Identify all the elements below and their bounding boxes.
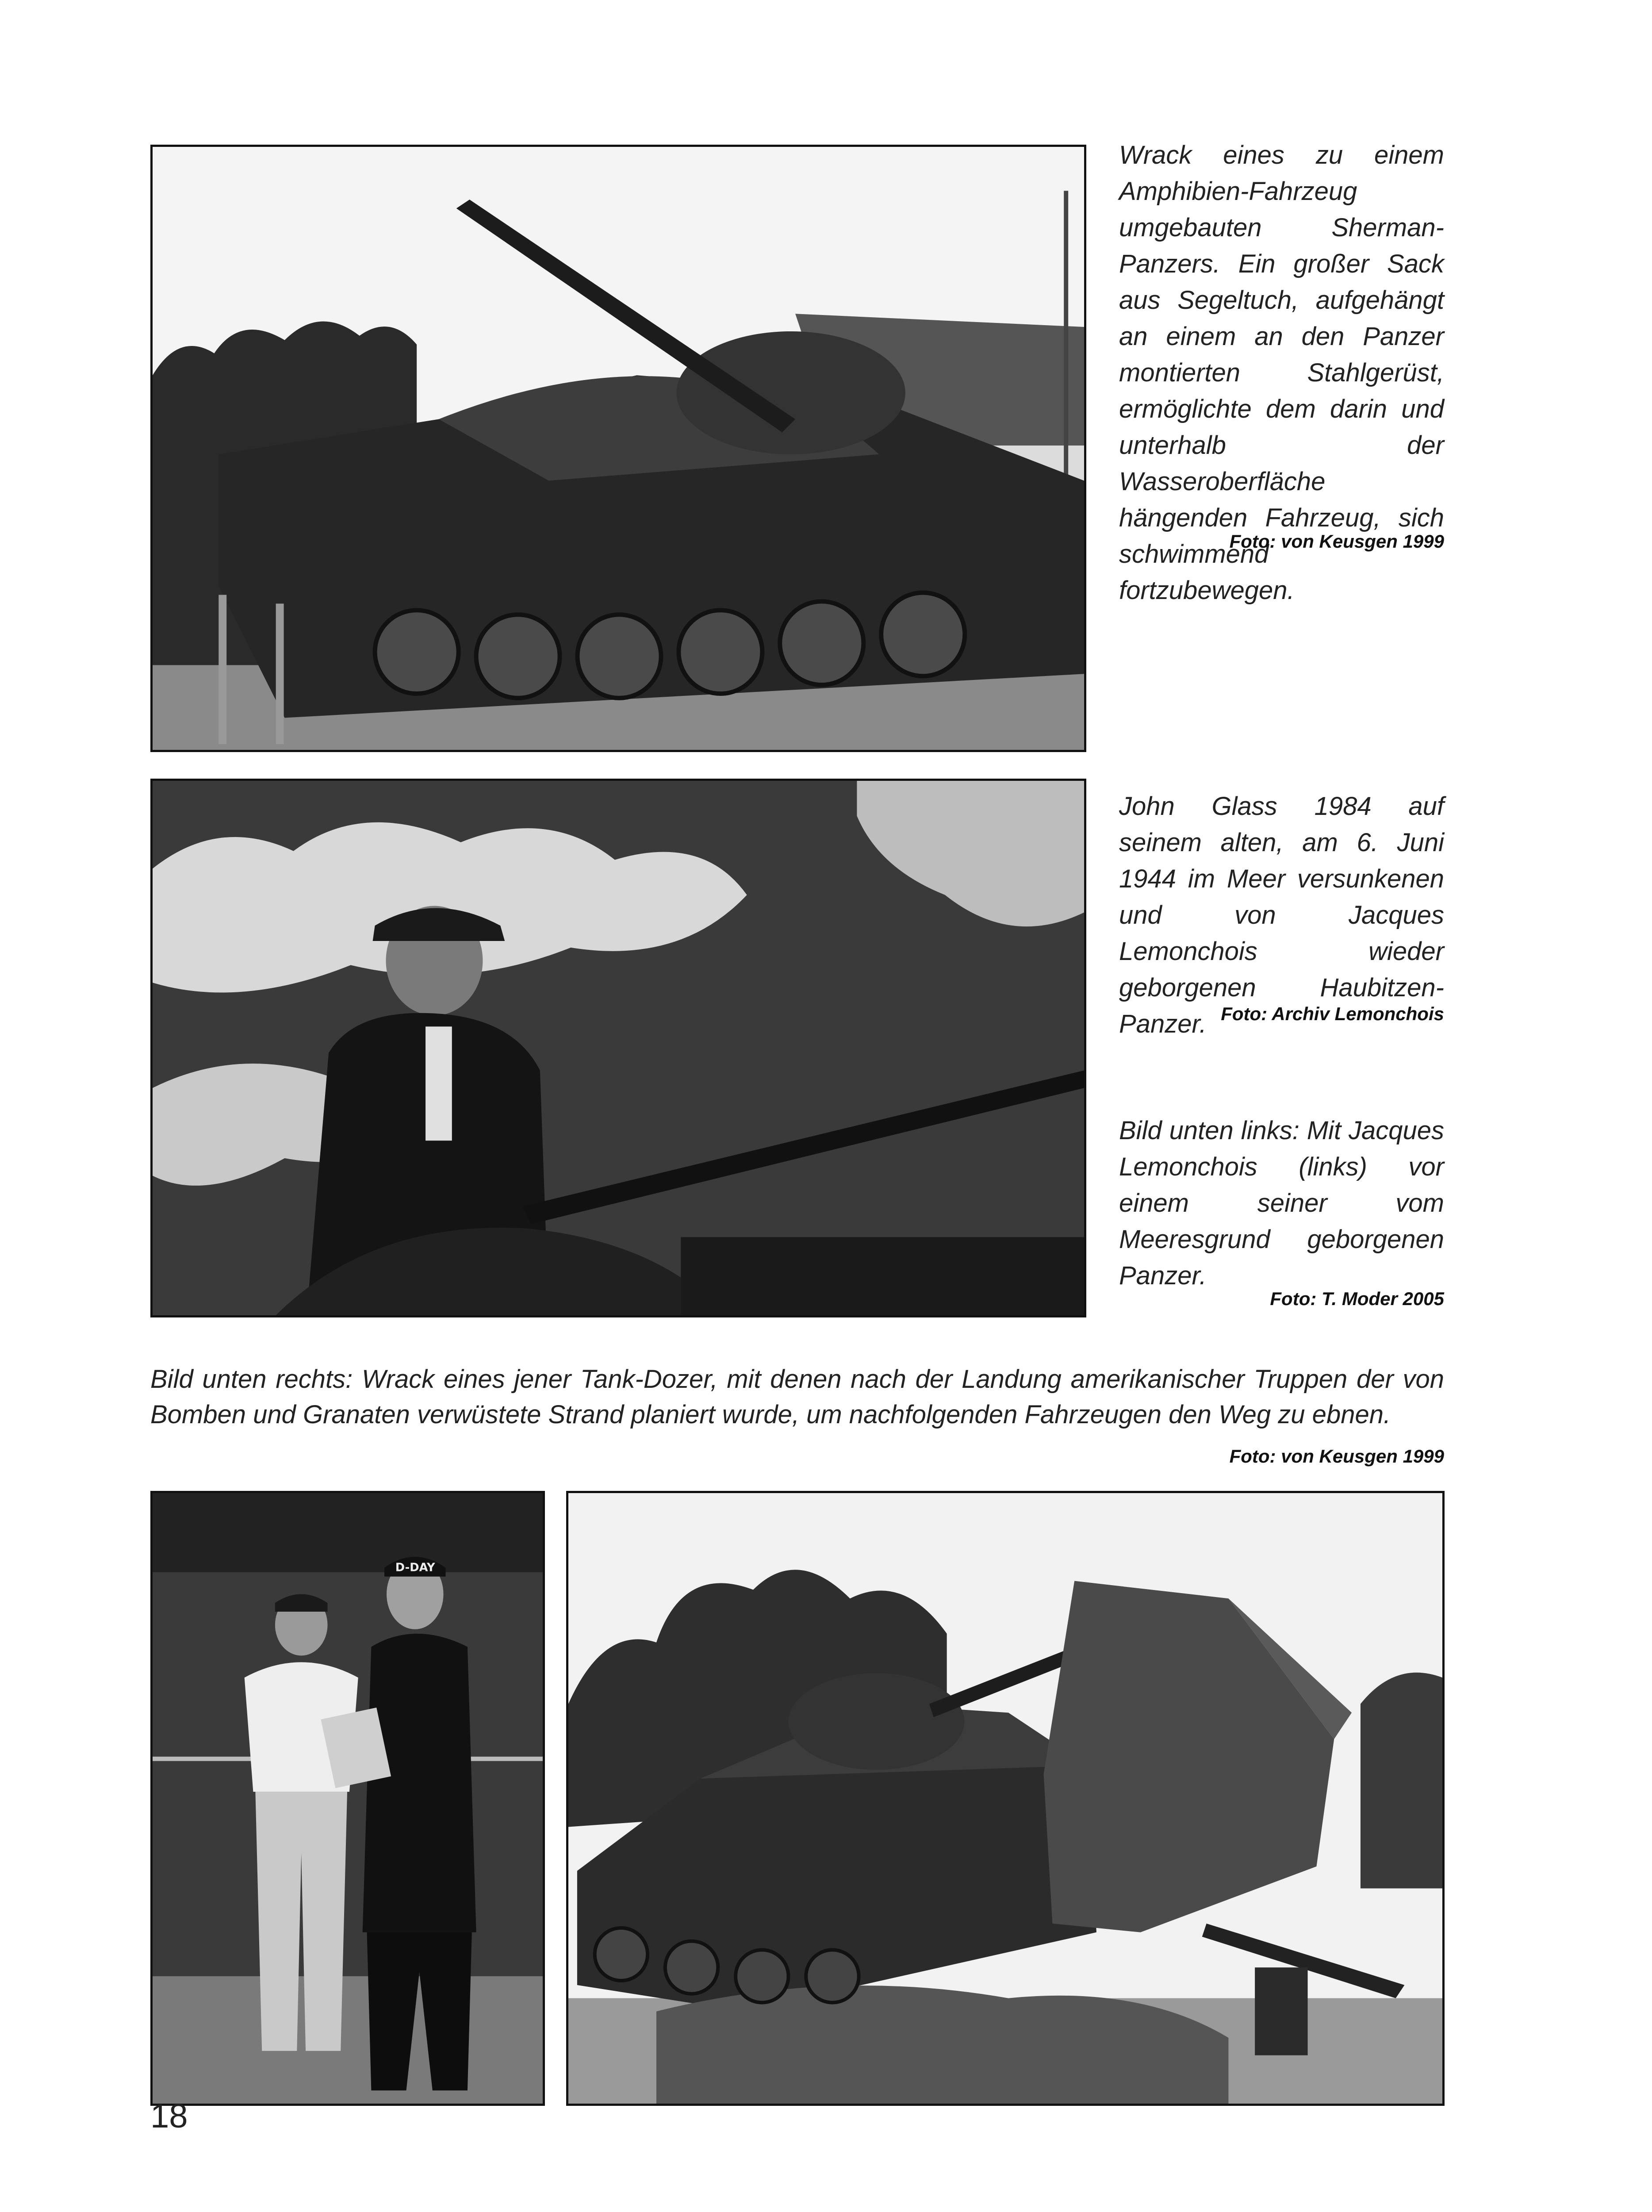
- cap-text: D-DAY: [395, 1561, 435, 1575]
- credit-bottom-left: Foto: T. Moder 2005: [1270, 1288, 1444, 1309]
- photo-two-men-with-lemonchois: [150, 1491, 545, 2106]
- page-number: 18: [150, 2097, 188, 2135]
- credit-bottom-right: Foto: von Keusgen 1999: [1229, 1446, 1444, 1467]
- caption-bottom-left: Bild unten links: Mit Jacques Lemonchois (links) vor einem seiner vom Meeresgrund geborgenen Panzer.: [1119, 1116, 1444, 1290]
- credit-amphibious-sherman: Foto: von Keusgen 1999: [1229, 531, 1444, 552]
- photo-tank-dozer-wreck: [566, 1491, 1445, 2106]
- caption-bottom-right: Bild unten rechts: Wrack eines jener Tank-Dozer, mit denen nach der Landung amerikanischer Truppen der von Bomben und Granaten verwüstete Strand planiert wurde, um nachfolgenden Fahrzeugen den Weg zu ebnen.: [150, 1365, 1444, 1429]
- credit-john-glass: Foto: Archiv Lemonchois: [1221, 1003, 1444, 1024]
- caption-amphibious-sherman: Wrack eines zu einem Amphibien-Fahrzeug umgebauten Sherman-Panzers. Ein großer Sack aus Segeltuch, aufgehängt an einem an den Panzer montierten Stahlgerüst, ermöglichte dem darin und unterhalb der Wasseroberfläche hängenden Fahrzeug, sich schwimmend fortzubewegen.: [1119, 141, 1444, 605]
- photo-john-glass-howitzer-tank: [150, 779, 1086, 1317]
- caption-john-glass: John Glass 1984 auf seinem alten, am 6. Juni 1944 im Meer versunkenen und von Jacques Lemonchois wieder geborgenen Haubitzen-Panzer.: [1119, 792, 1444, 1038]
- photo-amphibious-sherman-wreck: [150, 145, 1086, 752]
